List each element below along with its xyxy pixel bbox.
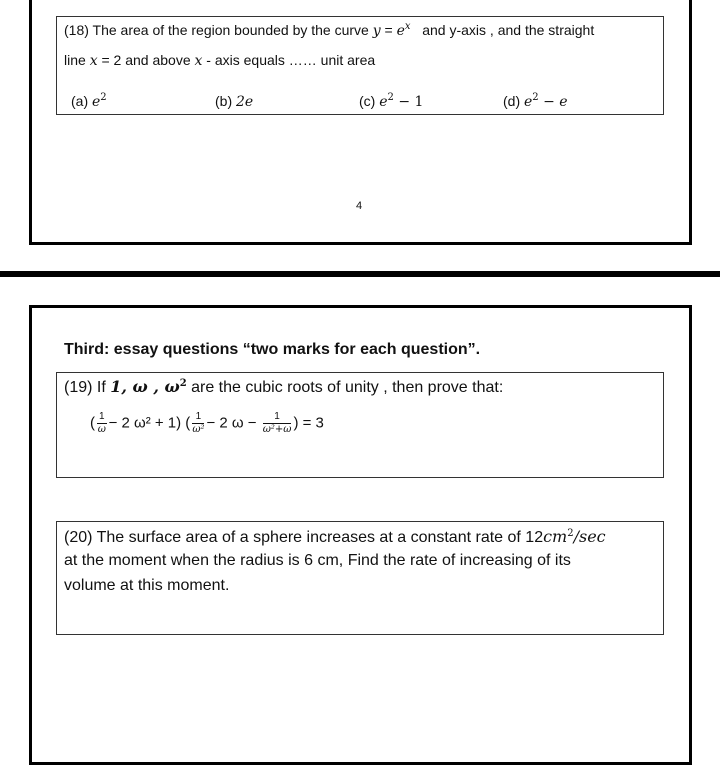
q19-roots-sup: 2 <box>179 378 187 389</box>
q18-equals: = <box>380 22 397 38</box>
question-18-box <box>56 16 664 115</box>
q18-exponent-x: x <box>404 21 411 32</box>
q18-text-cont: and y-axis , and the straight <box>422 22 595 38</box>
option-c-label: (c) <box>359 93 380 109</box>
q18-line2-text-b: = 2 and above <box>97 52 195 68</box>
eq-middle-1: − 2 ω² + 1) ( <box>108 414 191 432</box>
option-c-rest: − 1 <box>393 94 424 110</box>
q18-line2-text-c: - axis equals …… unit area <box>202 52 376 68</box>
eq-open-paren: ( <box>90 414 95 432</box>
option-a-label: (a) <box>71 93 92 109</box>
q18-var-y: y <box>372 23 381 39</box>
q20-text: (20) The surface area of a sphere increases at a constant rate of 12 <box>64 529 544 546</box>
eq-end: ) = 3 <box>293 414 324 432</box>
q20-unit-sup: 2 <box>567 528 574 539</box>
fraction-2 <box>192 411 204 436</box>
option-c-value: e <box>379 94 388 110</box>
q19-intro-text: (19) If <box>64 379 111 396</box>
question-20-line-2: at the moment when the radius is 6 cm, Find the rate of increasing of its <box>64 552 571 569</box>
q18-base-e: e <box>396 23 405 39</box>
q19-intro-text-b: are the cubic roots of unity , then prove that: <box>186 379 504 396</box>
q18-text: (18) The area of the region bounded by the curve <box>64 22 373 38</box>
page-number: 4 <box>356 200 363 212</box>
fraction-1 <box>97 411 107 436</box>
page-separator <box>0 271 720 277</box>
section-title: Third: essay questions “two marks for each question”. <box>64 341 481 358</box>
q18-option-d <box>503 93 568 110</box>
fraction-3-denominator: ω²+ω <box>262 424 292 435</box>
question-19-intro <box>64 377 503 397</box>
fraction-2-denominator: ω² <box>192 424 205 435</box>
q20-unit: cm <box>543 527 568 546</box>
fraction-1-numerator: 1 <box>99 411 105 422</box>
q20-unit-per-sec: /sec <box>573 527 606 546</box>
fraction-3 <box>263 411 292 436</box>
q18-option-b <box>215 93 253 110</box>
question-18-line-1 <box>64 22 594 39</box>
q18-option-a <box>71 93 107 110</box>
option-b-label: (b) <box>215 93 236 109</box>
option-a-sup: 2 <box>100 92 107 103</box>
q18-var-x: x <box>89 53 98 69</box>
q19-equation <box>90 411 324 436</box>
q18-var-x2: x <box>194 53 203 69</box>
option-d-sup: 2 <box>532 92 539 103</box>
option-b-value: 2e <box>236 94 254 110</box>
question-20-box <box>56 521 664 635</box>
fraction-1-denominator: ω <box>97 424 106 435</box>
option-a-value: e <box>92 94 101 110</box>
option-d-label: (d) <box>503 93 524 109</box>
question-18-line-2 <box>64 52 375 69</box>
question-20-line-3: volume at this moment. <box>64 577 230 594</box>
option-d-rest: − e <box>538 94 568 110</box>
fraction-2-numerator: 1 <box>192 411 204 424</box>
fraction-3-numerator: 1 <box>263 411 292 424</box>
option-c-sup: 2 <box>387 92 394 103</box>
q18-line2-text: line <box>64 52 90 68</box>
question-19-box <box>56 372 664 478</box>
option-d-value: e <box>524 94 533 110</box>
eq-middle-2: − 2 ω − <box>206 414 257 432</box>
q18-option-c <box>359 93 423 110</box>
q19-roots: 1, ω , ω <box>110 377 180 396</box>
question-20-line-1 <box>64 527 606 547</box>
